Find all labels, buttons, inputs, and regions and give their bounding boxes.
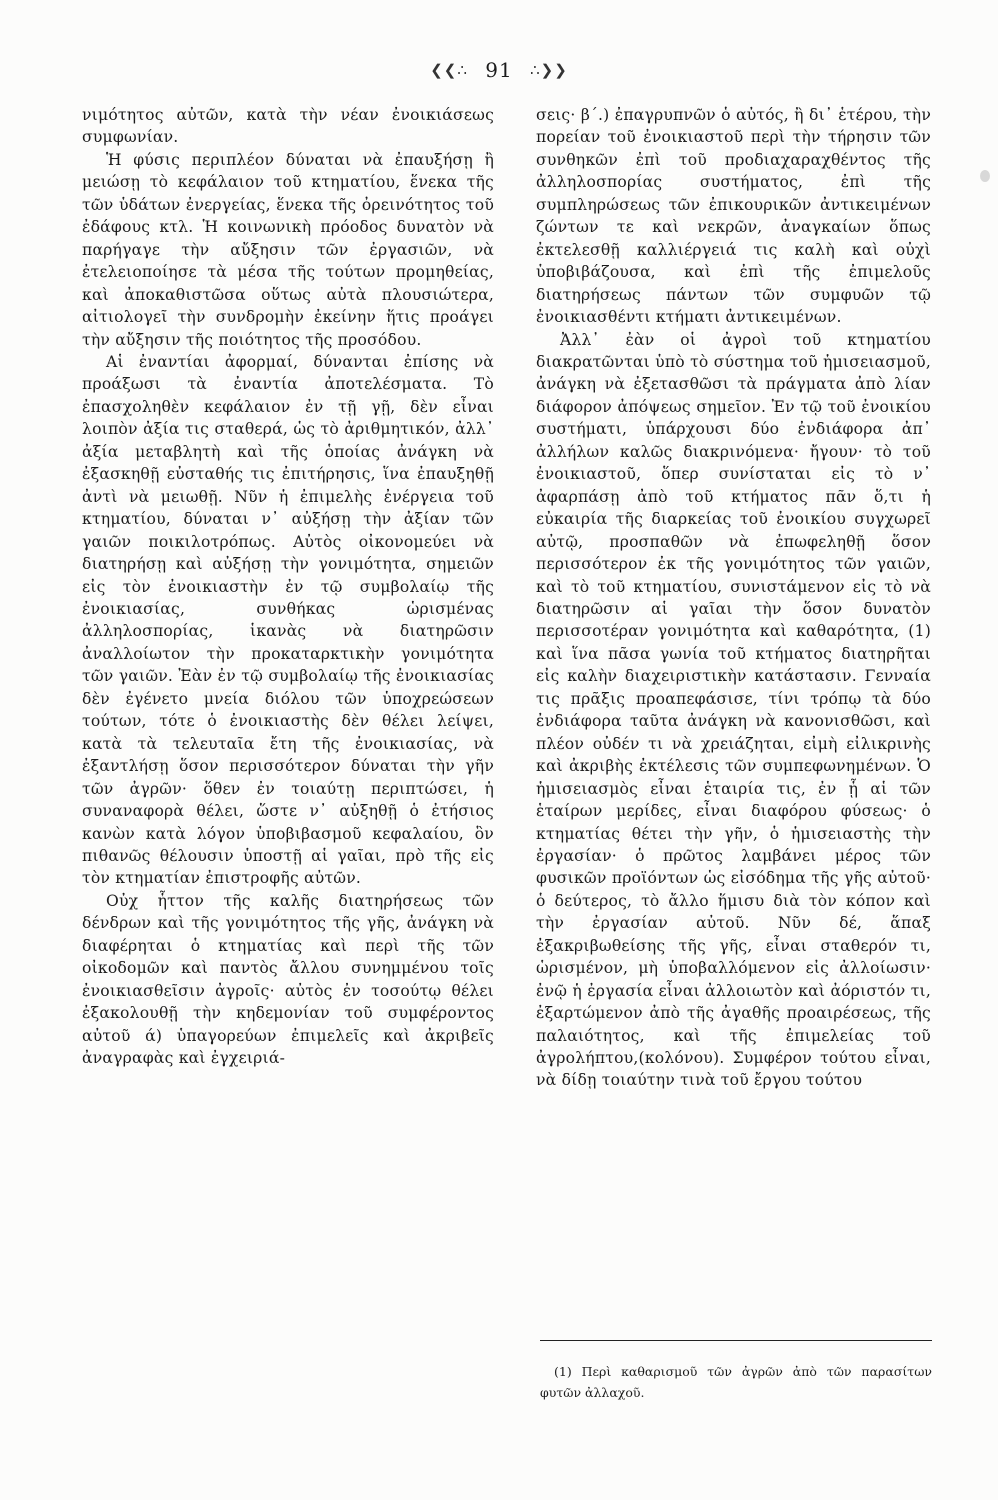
ornament-right-icon: ∴❯❯ [530,61,568,79]
paragraph: νιμότητος αὐτῶν, κατὰ τὴν νέαν ἐνοικιάσεως συμφωνίαν. [82,106,494,147]
paragraph: σεις· β΄.) ἐπαγρυπνῶν ὁ αὐτός, ἢ δι᾽ ἑτέρου, τὴν πορείαν τοῦ ἐνοικιαστοῦ περὶ τὴν τήρησιν τῶν συνθηκῶν ἐπὶ τοῦ προδιαχαραχθέντος τῆς ἀλληλοσπορίας συστήματος, ἐπὶ τῆς συμπληρώσεως τῶν ἐπικουρικῶν ἀντικειμένων ζώντων τε καὶ νεκρῶν, ἀναγκαίων ὅπως ἐκτελεσθῇ καλλιέργειά τις καλὴ καὶ οὐχὶ ὑποβιβάζουσα, καὶ ἐπὶ τῆς ἐπιμελοῦς διατηρήσεως πάντων τῶν συμφυῶν τῷ ἐνοικιασθέντι κτήματι ἀντικειμένων. [536,106,931,327]
paragraph: Ἡ φύσις περιπλέον δύναται νὰ ἐπαυξήσῃ ἢ μειώσῃ τὸ κεφάλαιον τοῦ κτηματίου, ἕνεκα τῆς τῶν ὑδάτων ἐνεργείας, ἕνεκα τῆς ὀρεινότητος τοῦ ἐδάφους κτλ. Ἡ κοινωνικὴ πρόοδος δυνατὸν νὰ παρήγαγε τὴν αὔξησιν τῶν ἐργασιῶν, νὰ ἐτελειοποίησε τὰ μέσα τῆς τούτων προμηθείας, καὶ ἀποκαθιστῶσα οὕτως αὐτὰ πλουσιώτερα, αἰτιολογεῖ τὴν συνδρομὴν ἐκείνην ἥτις προάγει τὴν αὔξησιν τῆς ποιότητος τῆς προσόδου. [82,150,494,349]
ornament-left-icon: ❮❮∴ [430,61,468,79]
paragraph: Ἀλλ᾽ ἐὰν οἱ ἀγροὶ τοῦ κτηματίου διακρατῶνται ὑπὸ τὸ σύστημα τοῦ ἡμισειασμοῦ, ἀνάγκη νὰ ἐξετασθῶσι τὰ πράγματα ἀπὸ λίαν διάφορον ἀπόψεως σημεῖον. Ἐν τῷ τοῦ ἐνοικίου συστήματι, ὑπάρχουσι δύο ἐνδιάφορα ἀπ᾽ ἀλλήλων καλῶς διακρινόμενα· ἤγουν· τὸ τοῦ ἐνοικιαστοῦ, ὅπερ συνίσταται εἰς τὸ ν᾽ ἀφαρπάσῃ ἀπὸ τοῦ κτήματος πᾶν ὅ,τι ἡ εὐκαιρία τῆς διαρκείας τοῦ ἐνοικίου συγχωρεῖ αὐτῷ, προσπαθῶν νὰ ἐπωφεληθῇ ὅσον περισσότερον ἐκ τῆς γονιμότητος τῶν γαιῶν, καὶ τὸ τοῦ κτηματίου, συνιστάμενον εἰς τὸ νὰ διατηρῶσιν αἱ γαῖαι τὴν ὅσον δυνατὸν περισσοτέραν γονιμότητα καὶ καθαρότητα, (1) καὶ ἵνα πᾶσα γωνία τοῦ κτήματος διατηρῆται εἰς καλὴν διαχειριστικὴν κατάστασιν. Γενναία τις πρᾶξις προαπεφάσισε, τίνι τρόπῳ τὰ δύο ἐνδιάφορα ταῦτα ἀνάγκη νὰ κανονισθῶσι, καὶ πλέον οὐδέν τι νὰ χρειάζηται, εἰμὴ εἰλικρινὴς καὶ ἀκριβὴς ἐκτέλεσις τῶν συμπεφωνημένων. Ὁ ἡμισειασμὸς εἶναι ἑταιρία τις, ἐν ᾗ αἱ τῶν ἑταίρων μερίδες, εἶναι διαφόρου φύσεως· ὁ κτηματίας θέτει τὴν γῆν, ὁ ἡμισειαστὴς τὴν ἐργασίαν· ὁ πρῶτος λαμβάνει μέρος τῶν φυσικῶν προϊόντων ὡς εἰσόδημα τῆς γῆς αὐτοῦ· ὁ δεύτερος, τὸ ἄλλο ἥμισυ διὰ τὸν κόπον καὶ τὴν ἐργασίαν αὐτοῦ. Νῦν δέ, ἅπαξ ἐξακριβωθείσης τῆς γῆς, εἶναι σταθερόν τι, ὡρισμένον, μὴ ὑποβαλλόμενον εἰς ἀλλοίωσιν· ἐνῷ ἡ ἐργασία εἶναι ἀλλοιωτὸν καὶ ἀόριστόν τι, ἐξαρτώμενον ἀπὸ τῆς ἀγαθῆς προαιρέσεως, τῆς παλαιότητος, καὶ τῆς ἐπιμελείας τοῦ ἀγρολήπτου,(κολόνου). Συμφέρον τούτου εἶναι, νὰ δίδῃ τοιαύτην τινὰ τοῦ ἔργου τούτου [536,330,931,1090]
paragraph: Οὐχ ἧττον τῆς καλῆς διατηρήσεως τῶν δένδρων καὶ τῆς γονιμότητος τῆς γῆς, ἀνάγκη νὰ διαφέρηται ὁ κτηματίας καὶ περὶ τῆς τῶν οἰκοδομῶν καὶ παντὸς ἄλλου συνημμένου τοῖς ἐνοικιασθεῖσιν ἀγροῖς· αὐτὸς ἐν τοσούτῳ θέλει ἐξακολουθῇ τὴν κηδεμονίαν τοῦ συμφέροντος αὐτοῦ ά) ὑπαγορεύων ἐπιμελεῖς καὶ ἀκριβεῖς ἀναγραφὰς καὶ ἐγχειριά- [82,891,494,1068]
left-column [82,104,494,1069]
right-column [536,104,931,1092]
page-smudge [980,170,990,182]
footnote-divider [540,1340,932,1341]
page-header [0,58,998,82]
page-number: 91 [485,58,513,82]
paragraph: Αἱ ἐναντίαι ἀφορμαί, δύνανται ἐπίσης νὰ προάξωσι τὰ ἐναντία ἀποτελέσματα. Τὸ ἐπασχοληθὲν κεφάλαιον ἐν τῇ γῇ, δὲν εἶναι λοιπὸν ἀξία τις σταθερά, ὡς τὸ ἀριθμητικόν, ἀλλ᾽ ἀξία μεταβλητὴ καὶ τῆς ὁποίας ἀνάγκη νὰ ἐξασκηθῇ εὐσταθής τις ἐπιτήρησις, ἵνα ἐπαυξηθῇ ἀντὶ νὰ μειωθῇ. Νῦν ἡ ἐπιμελὴς ἐνέργεια τοῦ κτηματίου, δύναται ν᾽ αὐξήσῃ τὴν ἀξίαν τῶν γαιῶν ποικιλοτρόπως. Αὐτὸς οἰκονομεύει νὰ διατηρήσῃ καὶ αὐξήσῃ τὴν γονιμότητα, σημειῶν εἰς τὸν ἐνοικιαστὴν ἐν τῷ συμβολαίῳ τῆς ἐνοικιασίας, συνθήκας ὡρισμένας ἀλληλοσπορίας, ἱκανὰς νὰ διατηρῶσιν ἀναλλοίωτον τὴν προκαταρκτικὴν γονιμότητα τῶν γαιῶν. Ἐὰν ἐν τῷ συμβολαίῳ τῆς ἐνοικιασίας δὲν ἐγένετο μνεία διόλου τῶν ὑποχρεώσεων τούτων, τότε ὁ ἐνοικιαστὴς δὲν θέλει λείψει, κατὰ τὰ τελευταῖα ἔτη τῆς ἐνοικιασίας, νὰ ἐξαντλήσῃ ὅσον περισσότερον δύναται τὴν γῆν τῶν ἀγρῶν· ὅθεν ἐν τοιαύτῃ περιπτώσει, ἡ συναναφορὰ θέλει, ὥστε ν᾽ αὐξηθῇ ὁ ἐτήσιος κανὼν κατὰ λόγον ὑποβιβασμοῦ κεφαλαίου, ὃν πιθανῶς θέλουσιν ὑποστῇ αἱ γαῖαι, πρὸ τῆς εἰς τὸν κτηματίαν ἐπιστροφῆς αὐτῶν. [82,352,494,888]
footnote: (1) Περὶ καθαρισμοῦ τῶν ἀγρῶν ἀπὸ τῶν παρασίτων φυτῶν ἀλλαχοῦ. [540,1364,932,1400]
